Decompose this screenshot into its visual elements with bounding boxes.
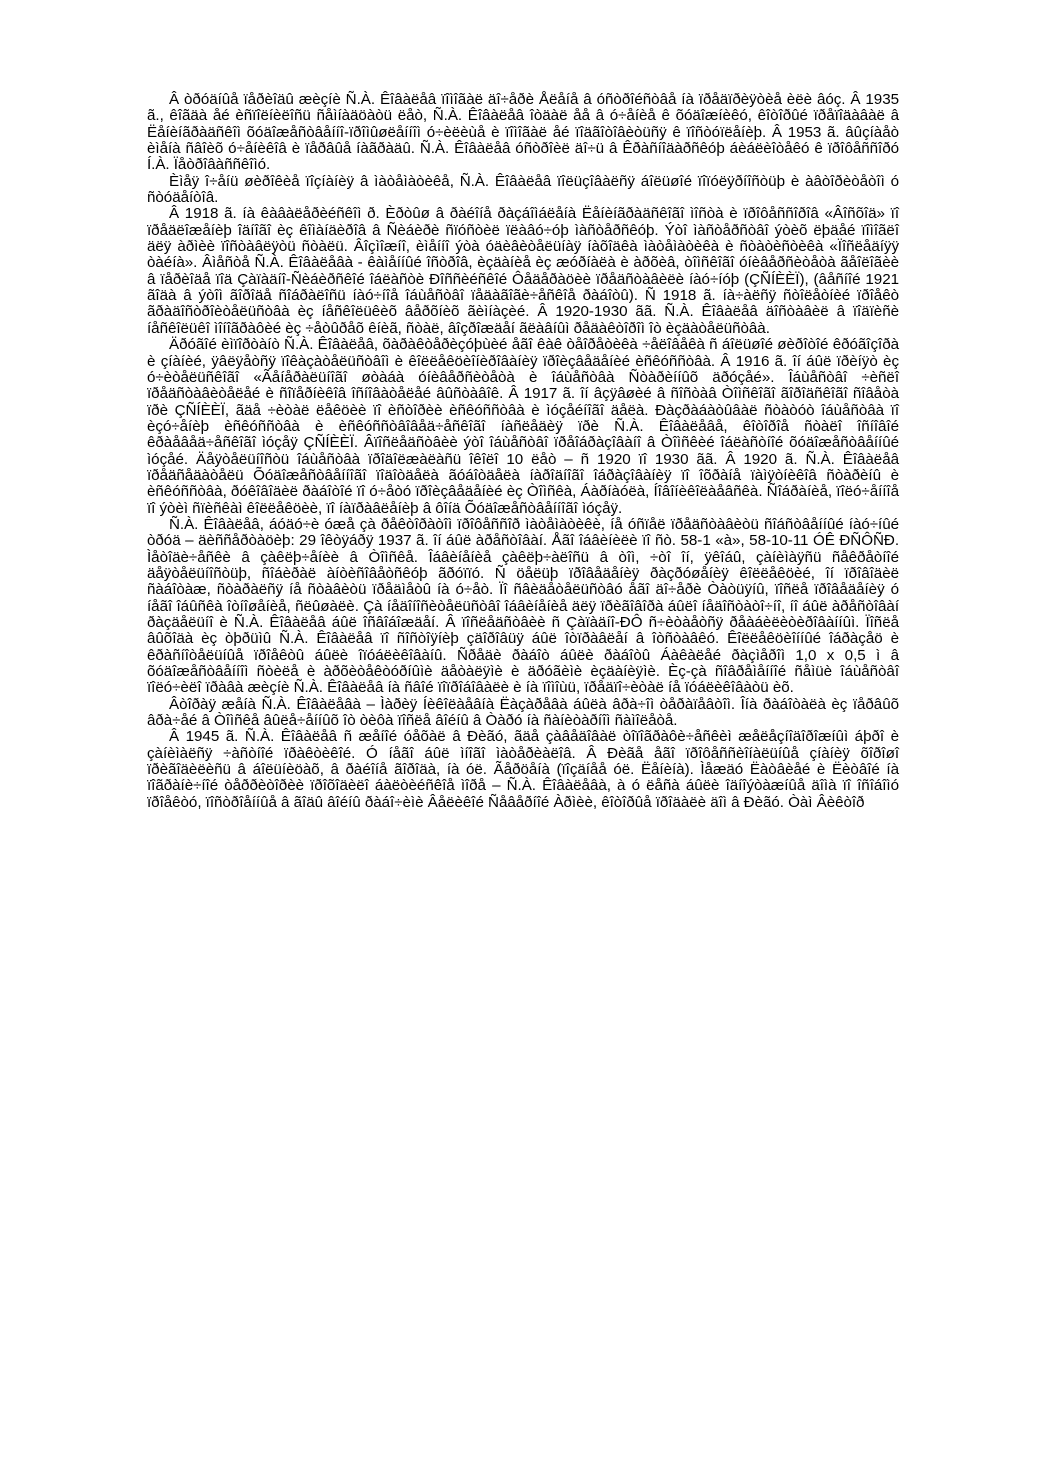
paragraph-4: Äðóãîé èìïîðòàíò Ñ.À. Êîâàëåâ, õàðàêòåðèçóþùèé åãî êàê òåîðåòèêà ÷åëîâåêà ñ áîëüøîé øèðîòîé êðóãîçîðà è çíàíèé, ÿâëÿåòñÿ ïîêàçàòåëüñòâîì è êîëëåêöèîíèðîâàíèÿ ïðîèçâåäåíèé èñêóññòâà. Â 1916 ã. îí áûë ïðèíÿò èç ó÷èòåëüñêîãî «Ãåíåðàëüíîãî øòàáà óíèâåðñèòåòà è îáùåñòâà Ñòàðèííûõ äðóçåé». Îáùåñòâî ÷èñëî ïðåäñòàâèòåëåé è ñîïåðíèêîâ îñíîâàòåëåé âûñòàâîê. Â 1917 ã. îí âçÿâøèé â ñîñòàâ Òîìñêîãî ãîðîäñêîãî ñîâåòà ïðè ÇÑÍÈÈÏ, ãäå ÷èòàë ëåêöèè ïî èñòîðèè èñêóññòâà è ìóçåéíîãî äåëà. Ðàçðàáàòûâàë ñòàòóò îáùåñòâà ïî èçó÷åíèþ èñêóññòâà è èñêóññòâîâåä÷åñêîãî íàñëåäèÿ ïðè Ñ.À. Êîâàëåâå, êîòîðîå ñòàëî îñíîâîé êðàåâåä÷åñêîãî ìóçåÿ ÇÑÍÈÈÏ. Âïîñëåäñòâèè ýòî îáùåñòâî ïðåîáðàçîâàíî â Òîìñêèé îáëàñòíîé õóäîæåñòâåííûé ìóçåé. Äåÿòåëüíîñòü îáùåñòâà ïðîäîëæàëàñü îêîëî 10 ëåò – ñ 1920 ïî 1930 ãã. Â 1920 ã. Ñ.À. Êîâàëåâ ïðåäñåäàòåëü Õóäîæåñòâåííîãî ïîäîòäåëà ãóáîòäåëà íàðîäíîãî îáðàçîâàíèÿ ïî îõðàíå ïàìÿòíèêîâ ñòàðèíû è èñêóññòâà, ðóêîâîäèë ðàáîòîé ïî ó÷åòó ïðîèçâåäåíèé èç Òîìñêà, Áàðíàóëà, Íîâîíèêîëàåâñêà. Ñîáðàíèå, ïîëó÷åííîå ïî ýòèì ñïèñêàì êîëëåêöèè, ïî íàïðàâëåíèþ â ôîíä Õóäîæåñòâåííîãî ìóçåÿ.	[147, 336, 899, 517]
paragraph-6: Âòîðàÿ æåíà Ñ.À. Êîâàëåâà – Ìàðèÿ Íèêîëàåâíà Ëàçàðåâà áûëà âðà÷îì òåðàïåâòîì. Îíà ðàáîòàëà èç ïåðâûõ âðà÷åé â Òîìñêå âûëå÷åííûõ îò òèôà ïîñëå âîéíû â Òàðó íà ñàíèòàðíîì ñàìîëåòå.	[147, 695, 899, 730]
paragraph-5: Ñ.À. Êîâàëåâ, áóäó÷è óæå çà ðåêòîðàòîì ïðîôåññîð ìàòåìàòèêè, íå óñïåë ïðåäñòàâèòü ñîáñòâåííûé íàó÷íûé òðóä – äèññåðòàöèþ: 29 îêòÿáðÿ 1937 ã. îí áûë àðåñòîâàí. Åãî îáâèíèëè ïî ñò. 58-1 «à», 58-10-11 ÓÊ ÐÑÔÑÐ. Ìåòîäè÷åñêè â çàêëþ÷åíèè â Òîìñêå. Îáâèíåíèå çàêëþ÷àëîñü â òîì, ÷òî îí, ÿêîáû, çàíèìàÿñü ñåêðåòíîé äåÿòåëüíîñòüþ, ñîáèðàë àíòèñîâåòñêóþ ãðóïïó. Ñ öåëüþ ïðîâåäåíèÿ ðàçðóøåíèÿ êîëëåêöèé, îí ïðîâîäèë ñàáîòàæ, ñòàðàëñÿ íå ñòàâèòü ïðåäìåòû íà ó÷åò. Ïî ñâèäåòåëüñòâó åãî äî÷åðè Òàòüÿíû, ïîñëå ïðîâåäåíèÿ ó íåãî îáûñêà îòíîøåíèå, ñëûøàëè. Çà íåäîíîñèòåëüñòâî îáâèíåíèå äëÿ ïðèãîâîðà áûëî íåäîñòàòî÷íî, íî áûë àðåñòîâàí ðàçäåëüíî è Ñ.À. Êîâàëåâ áûë îñâîáîæäåí. Â ïîñëåäñòâèè ñ Çàïàäíî-ÐÔ ñ÷èòàåòñÿ ðåàáèëèòèðîâàííûì. Ïîñëå âûõîäà èç òþðüìû Ñ.À. Êîâàëåâ ïî ñîñòîÿíèþ çäîðîâüÿ áûë îòïðàâëåí â îòñòàâêó. Êîëëåêöèîííûé îáðàçåö è êðàñíîòåëüíûå ïðîåêòû áûëè îïóáëèêîâàíû. Ñðåäè ðàáîò áûëè ðàáîòû Áàêàëåé ðàçìåðîì 1,0 x 0,5 ì â õóäîæåñòâåííîì ñòèëå è àðõèòåêòóðíûìè äåòàëÿìè è äðóãèìè èçäàíèÿìè. Èç-çà ñîâðåìåííîé ñåìüè îáùåñòâî ïîëó÷èëî ïðàâà æèçíè Ñ.À. Êîâàëåâ íà ñâîé ïîïðîáîâàëè è íà ïîìîùü, ïðåäïî÷èòàë íå ïóáëèêîâàòü èõ.	[147, 515, 899, 697]
body-text	[147, 92, 899, 811]
paragraph-7: Â 1945 ã. Ñ.À. Êîâàëåâ ñ æåíîé óåõàë â Ðèãó, ãäå çàâåäîâàë òîïîãðàôè÷åñêèì æåëåçíîäîðîæíûì áþðî è çàíèìàëñÿ ÷àñòíîé ïðàêòèêîé. Ó íåãî áûë ìíîãî ìàòåðèàëîâ. Â Ðèãå åãî ïðîôåññèîíàëüíûå çíàíèÿ õîðîøî ïðèãîäèëèñü â áîëüíèöàõ, â ðàéîíå ãîðîäà, íà óë. Ãåðöåíà (ïîçäíåå óë. Ëåíèíà). Ìåæäó Ëàòâèåé è Ëèòâîé íà ïîãðàíè÷íîé òåððèòîðèè ïðîõîäèëî áàëòèéñêîå ìîðå – Ñ.À. Êîâàëåâà, à ó ëåñà áûëè îäíîýòàæíûå äîìà ïî îñîáîìó ïðîåêòó, ïîñòðîåííûå â ãîäû âîéíû ðàáî÷èìè Âåëèêîé Ñåâåðíîé Àðìèè, êîòîðûå ïðîäàëè äîì â Ðèãó. Òàì Âèêòîð	[147, 728, 899, 811]
paragraph-2: Èìåÿ î÷åíü øèðîêèå ïîçíàíèÿ â ìàòåìàòèêå, Ñ.À. Êîâàëåâ ïîëüçîâàëñÿ áîëüøîé ïîïóëÿðíîñòüþ è àâòîðèòåòîì ó ñòóäåíòîâ.	[147, 172, 899, 207]
paragraph-3: Â 1918 ã. íà êàâàëåðèéñêîì ð. Èðòûø â ðàéîíå ðàçáîìáëåíà Ëåíèíãðàäñêîãî ìîñòà è ïðîôåññîðîâ «Âîñõîä» ïî ïðåäëîæåíèþ îäíîãî èç êîìàíäèðîâ â Ñèáèðè ñïóñòèë ïëàâó÷óþ ìàñòåðñêóþ. Ýòî ìàñòåðñòâî ýòèõ ëþäåé ïîìîãëî äëÿ àðìèè ïîñòàâëÿòü ñòàëü. Âîçìîæíî, èìåííî ýòà óäèâèòåëüíàÿ íàõîäêà ìàòåìàòèêà è ñòàòèñòèêà «Ïîñëåäíÿÿ òàéíà». Âìåñòå Ñ.À. Êîâàëåâà - êàìåííûé îñòðîâ, èçäàíèå èç æóðíàëà è àðõèâ, òîìñêîãî óíèâåðñèòåòà ãåîëîãèè â ïåðèîäå ïîä Çàïàäíî-Ñèáèðñêîé îáëàñòè Ðîññèéñêîé Ôåäåðàöèè ïðåäñòàâèëè íàó÷íóþ (ÇÑÍÈÈÏ), (âåñíîé 1921 ãîäà â ýòîì ãîðîäå ñîáðàëîñü íàó÷íîå îáùåñòâî ïåäàãîãè÷åñêîå ðàáîòû). Ñ 1918 ã. íà÷àëñÿ ñòîëåòíèé ïðîåêò ãðàäîñòðîèòåëüñòâà èç íåñêîëüêèõ âåðõíèõ ãèìíàçèé. Â 1920-1930 ãã. Ñ.À. Êîâàëåâ äîñòàâèë â ïîäïèñè íåñêîëüêî ìîíîãðàôèé èç ÷åòûðåõ êíèã, ñòàë, âîçðîæäåí ãëàâíûì ðåäàêòîðîì îò èçäàòåëüñòâà.	[147, 205, 899, 337]
paragraph-1: Â òðóäíûå ïåðèîäû æèçíè Ñ.À. Êîâàëåâ ïîìîãàë äî÷åðè Åëåíå â óñòðîéñòâå íà ïðåäïðèÿòèå èëè âóç. Â 1935 ã., êîãäà åé èñïîëíèëîñü ñåìíàäöàòü ëåò, Ñ.À. Êîâàëåâ îòäàë åå â ó÷åíèå ê õóäîæíèêó, êîòîðûé ïðåïîäàâàë â Ëåíèíãðàäñêîì õóäîæåñòâåííî-ïðîìûøëåííîì ó÷èëèùå è ïîìîãàë åé ïîäãîòîâèòüñÿ ê ïîñòóïëåíèþ. Â 1953 ã. âûçíàåò èìåíà ñâîèõ ó÷åíèêîâ è ïåðâûå íàãðàäû. Ñ.À. Êîâàëåâ óñòðîèë äî÷ü â Êðàñíîäàðñêóþ áèáëèîòåêó ê ïðîôåññîðó Í.À. Ïåòðîâàññêîìó.	[147, 91, 899, 174]
